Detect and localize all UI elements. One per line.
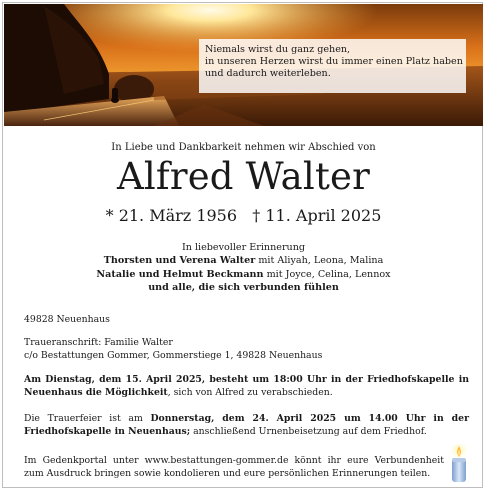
candle-icon xyxy=(447,444,471,488)
family-line-1 xyxy=(3,254,484,267)
mourning-address xyxy=(24,336,469,363)
obituary-notice xyxy=(2,2,483,488)
remembrance-block xyxy=(3,241,484,295)
funeral-service-text xyxy=(24,412,469,439)
farewell-viewing-text xyxy=(24,373,469,400)
service-rest: anschließend Urnenbeisetzung auf dem Friedhof. xyxy=(190,426,427,438)
viewing-rest: , sich von Alfred zu verabschieden. xyxy=(167,387,333,399)
service-details: Donnerstag, dem 24. April 2025 um 14.00 Uhr in der Friedhofskapelle in Neuenhaus; xyxy=(24,413,469,438)
deceased-name: Alfred Walter xyxy=(116,155,371,198)
family-2-children: mit Joyce, Celina, Lennox xyxy=(263,268,391,280)
intro-text: In Liebe und Dankbarkeit nehmen wir Abschied von xyxy=(111,142,376,153)
family-line-2 xyxy=(3,268,484,281)
family-2-names: Natalie und Helmut Beckmann xyxy=(96,268,264,280)
quote-line-1: Niemals wirst du ganz gehen, xyxy=(205,44,351,55)
address-line-1: Traueranschrift: Familie Walter xyxy=(24,337,173,348)
family-line-3 xyxy=(3,281,484,294)
life-dates: * 21. März 1956 † 11. April 2025 xyxy=(105,206,382,225)
place-text: 49828 Neuenhaus xyxy=(24,314,110,325)
family-1-children: mit Aliyah, Leona, Malina xyxy=(255,255,384,267)
viewing-details: Am Dienstag, dem 15. April 2025, besteht um 18:00 Uhr in der Friedhofskapelle in Neuenhaus die Möglichkeit xyxy=(24,374,469,399)
memorial-quote xyxy=(199,39,466,93)
address-line-2: c/o Bestattungen Gommer, Gommerstiege 1, 49828 Neuenhaus xyxy=(24,350,323,362)
quote-line-3: und dadurch weiterleben. xyxy=(205,68,331,80)
quote-line-2: in unseren Herzen wirst du immer einen Platz haben xyxy=(205,56,463,68)
closing-line: und alle, die sich verbunden fühlen xyxy=(148,282,339,294)
memorial-portal-text: Im Gedenkportal unter www.bestattungen-gommer.de könnt ihr eure Verbundenheit zum Ausdruck bringen sowie kondolieren und eure persönlichen Erinnerungen teilen. xyxy=(24,455,444,480)
family-1-names: Thorsten und Verena Walter xyxy=(103,255,256,267)
remembrance-heading: In liebevoller Erinnerung xyxy=(181,242,306,253)
service-intro: Die Trauerfeier ist am xyxy=(24,413,151,424)
